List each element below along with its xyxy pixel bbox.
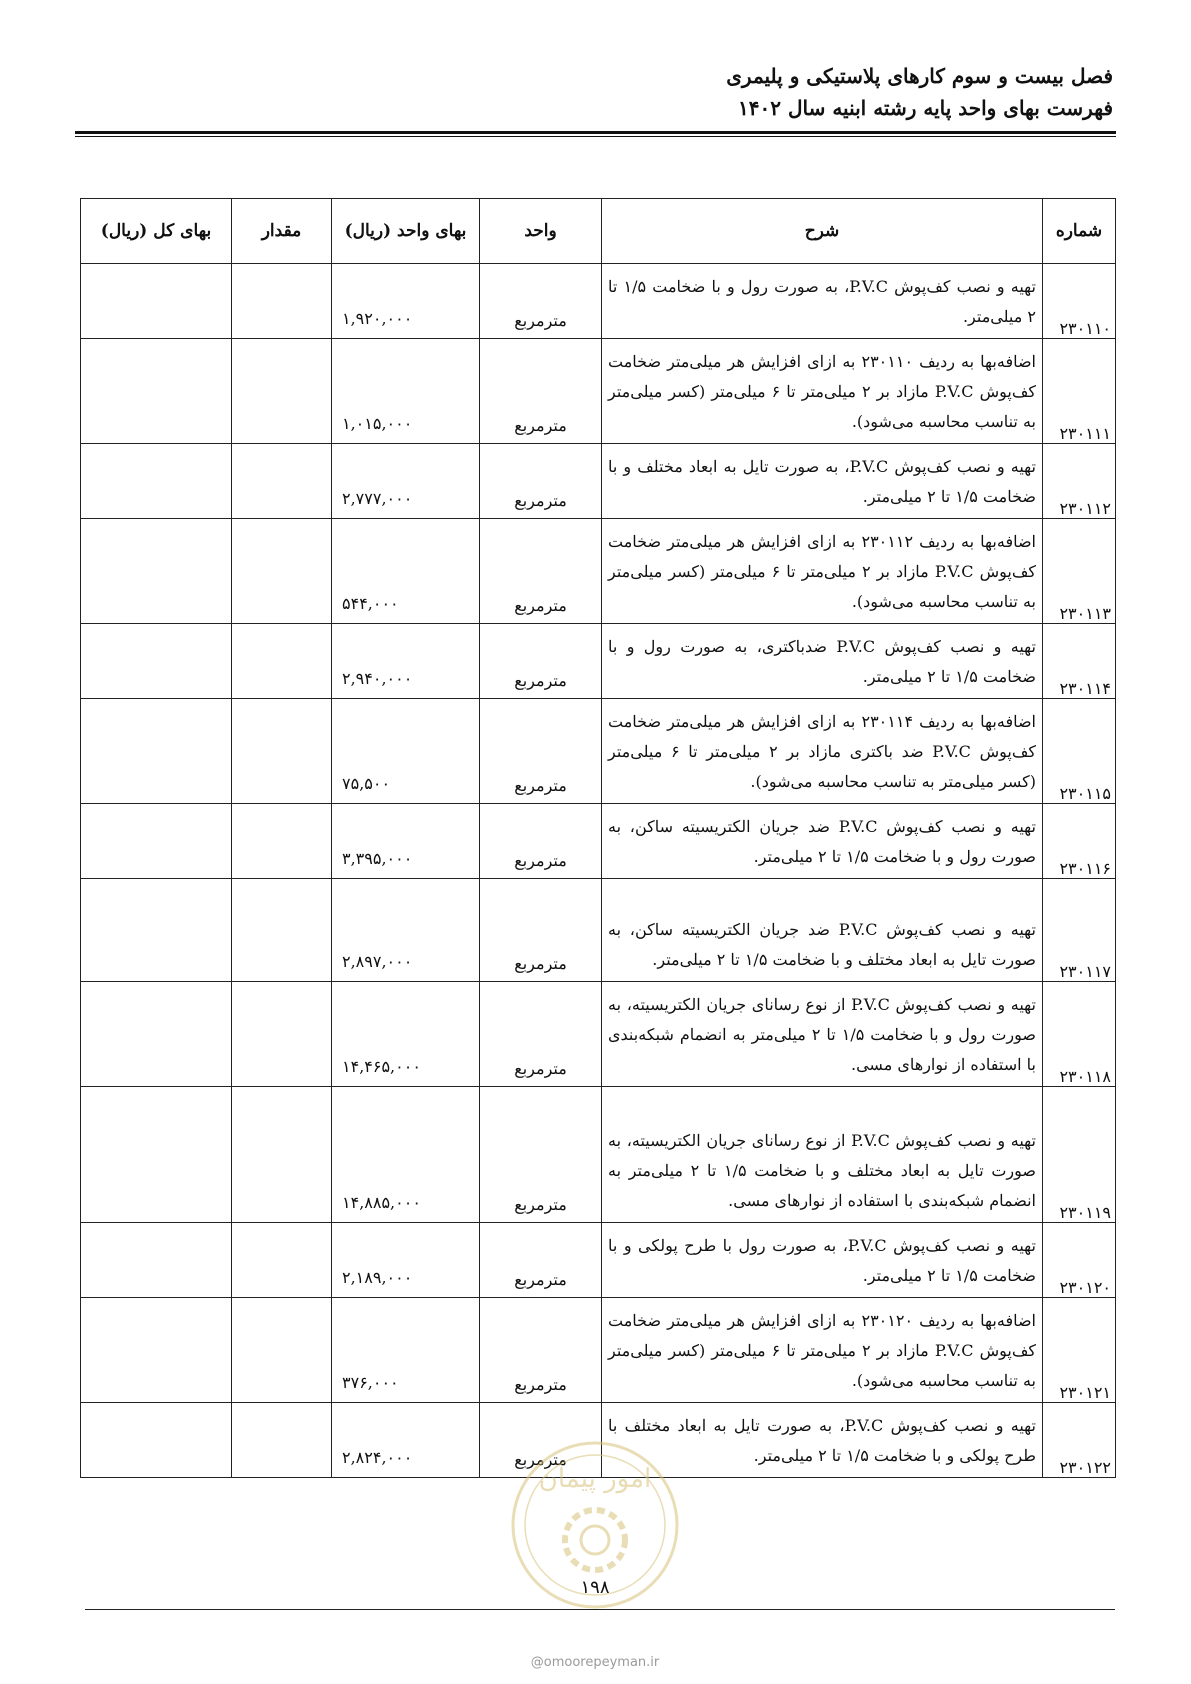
item-description: تهیه و نصب کف‌پوش P.V.C ضد جریان الکتریسیته ساکن، به صورت تایل به ابعاد مختلف و با ضخامت ۱/۵ تا ۲ میلی‌متر. bbox=[602, 879, 1043, 982]
item-unit: مترمربع bbox=[480, 1403, 602, 1478]
col-header-quantity: مقدار bbox=[232, 199, 332, 264]
item-total-price bbox=[81, 444, 232, 519]
item-unit-price: ۲,۸۲۴,۰۰۰ bbox=[332, 1403, 480, 1478]
item-unit-price: ۱,۰۱۵,۰۰۰ bbox=[332, 339, 480, 444]
item-number: ۲۳۰۱۱۵ bbox=[1043, 699, 1116, 804]
watermark-text: امور پیمان bbox=[538, 1464, 652, 1494]
item-quantity bbox=[232, 444, 332, 519]
item-unit: مترمربع bbox=[480, 339, 602, 444]
table-row bbox=[81, 1403, 1116, 1478]
item-description: اضافه‌بها به ردیف ۲۳۰۱۱۴ به ازای افزایش هر میلی‌متر ضخامت کف‌پوش P.V.C ضد باکتری مازاد بر ۲ میلی‌متر تا ۶ میلی‌متر (کسر میلی‌متر به تناسب محاسبه می‌شود). bbox=[602, 699, 1043, 804]
item-quantity bbox=[232, 1298, 332, 1403]
item-total-price bbox=[81, 1223, 232, 1298]
item-number: ۲۳۰۱۱۶ bbox=[1043, 804, 1116, 879]
item-number: ۲۳۰۱۱۷ bbox=[1043, 879, 1116, 982]
item-unit-price: ۳۷۶,۰۰۰ bbox=[332, 1298, 480, 1403]
item-description: تهیه و نصب کف‌پوش P.V.C ضدباکتری، به صورت رول و با ضخامت ۱/۵ تا ۲ میلی‌متر. bbox=[602, 624, 1043, 699]
table-row bbox=[81, 804, 1116, 879]
item-description: تهیه و نصب کف‌پوش P.V.C، به صورت رول و با ضخامت ۱/۵ تا ۲ میلی‌متر. bbox=[602, 264, 1043, 339]
item-quantity bbox=[232, 519, 332, 624]
item-quantity bbox=[232, 699, 332, 804]
item-number: ۲۳۰۱۱۰ bbox=[1043, 264, 1116, 339]
item-number: ۲۳۰۱۲۱ bbox=[1043, 1298, 1116, 1403]
item-unit: مترمربع bbox=[480, 519, 602, 624]
col-header-unit-price: بهای واحد (ریال) bbox=[332, 199, 480, 264]
page-header bbox=[726, 60, 1113, 124]
item-description: اضافه‌بها به ردیف ۲۳۰۱۱۰ به ازای افزایش هر میلی‌متر ضخامت کف‌پوش P.V.C مازاد بر ۲ میلی‌متر تا ۶ میلی‌متر (کسر میلی‌متر به تناسب محاسبه می‌شود). bbox=[602, 339, 1043, 444]
item-unit: مترمربع bbox=[480, 444, 602, 519]
item-total-price bbox=[81, 264, 232, 339]
item-quantity bbox=[232, 624, 332, 699]
item-number: ۲۳۰۱۱۳ bbox=[1043, 519, 1116, 624]
table-row bbox=[81, 624, 1116, 699]
item-description: تهیه و نصب کف‌پوش P.V.C ضد جریان الکتریسیته ساکن، به صورت رول و با ضخامت ۱/۵ تا ۲ میلی‌متر. bbox=[602, 804, 1043, 879]
item-description: اضافه‌بها به ردیف ۲۳۰۱۲۰ به ازای افزایش هر میلی‌متر ضخامت کف‌پوش P.V.C مازاد بر ۲ میلی‌متر تا ۶ میلی‌متر (کسر میلی‌متر به تناسب محاسبه می‌شود). bbox=[602, 1298, 1043, 1403]
item-total-price bbox=[81, 1403, 232, 1478]
item-description: تهیه و نصب کف‌پوش P.V.C، به صورت تایل به ابعاد مختلف و با ضخامت ۱/۵ تا ۲ میلی‌متر. bbox=[602, 444, 1043, 519]
item-total-price bbox=[81, 519, 232, 624]
item-quantity bbox=[232, 1403, 332, 1478]
table-row bbox=[81, 699, 1116, 804]
header-rule-thick bbox=[75, 131, 1116, 134]
item-number: ۲۳۰۱۱۱ bbox=[1043, 339, 1116, 444]
item-unit: مترمربع bbox=[480, 699, 602, 804]
item-unit-price: ۱,۹۲۰,۰۰۰ bbox=[332, 264, 480, 339]
item-number: ۲۳۰۱۱۸ bbox=[1043, 982, 1116, 1087]
table-row bbox=[81, 879, 1116, 982]
col-header-description: شرح bbox=[602, 199, 1043, 264]
item-unit: مترمربع bbox=[480, 264, 602, 339]
item-total-price bbox=[81, 624, 232, 699]
item-total-price bbox=[81, 1298, 232, 1403]
item-number: ۲۳۰۱۱۲ bbox=[1043, 444, 1116, 519]
list-title: فهرست بهای واحد پایه رشته ابنیه سال ۱۴۰۲ bbox=[738, 96, 1113, 120]
table-row bbox=[81, 982, 1116, 1087]
chapter-title: فصل بیست و سوم کارهای پلاستیکی و پلیمری bbox=[726, 64, 1113, 88]
item-description: اضافه‌بها به ردیف ۲۳۰۱۱۲ به ازای افزایش هر میلی‌متر ضخامت کف‌پوش P.V.C مازاد بر ۲ میلی‌متر تا ۶ میلی‌متر (کسر میلی‌متر به تناسب محاسبه می‌شود). bbox=[602, 519, 1043, 624]
item-unit: مترمربع bbox=[480, 982, 602, 1087]
table-header-row bbox=[81, 199, 1116, 264]
website-label: @omoorepeyman.ir bbox=[530, 1655, 660, 1670]
item-total-price bbox=[81, 699, 232, 804]
col-header-total-price: بهای کل (ریال) bbox=[81, 199, 232, 264]
table-row bbox=[81, 1087, 1116, 1223]
item-total-price bbox=[81, 982, 232, 1087]
item-unit: مترمربع bbox=[480, 879, 602, 982]
col-header-number: شماره bbox=[1043, 199, 1116, 264]
page-number: ۱۹۸ bbox=[580, 1577, 610, 1598]
item-description: تهیه و نصب کف‌پوش P.V.C، به صورت تایل به ابعاد مختلف با طرح پولکی و با ضخامت ۱/۵ تا ۲ میلی‌متر. bbox=[602, 1403, 1043, 1478]
table-row bbox=[81, 264, 1116, 339]
item-number: ۲۳۰۱۲۲ bbox=[1043, 1403, 1116, 1478]
item-number: ۲۳۰۱۱۹ bbox=[1043, 1087, 1116, 1223]
item-total-price bbox=[81, 1087, 232, 1223]
item-unit-price: ۱۴,۴۶۵,۰۰۰ bbox=[332, 982, 480, 1087]
item-unit-price: ۷۵,۵۰۰ bbox=[332, 699, 480, 804]
item-description: تهیه و نصب کف‌پوش P.V.C، به صورت رول با طرح پولکی و با ضخامت ۱/۵ تا ۲ میلی‌متر. bbox=[602, 1223, 1043, 1298]
item-description: تهیه و نصب کف‌پوش P.V.C از نوع رسانای جریان الکتریسیته، به صورت رول و با ضخامت ۱/۵ تا ۲ میلی‌متر به انضمام شبکه‌بندی با استفاده از نوارهای مسی. bbox=[602, 982, 1043, 1087]
item-unit: مترمربع bbox=[480, 1223, 602, 1298]
item-unit-price: ۵۴۴,۰۰۰ bbox=[332, 519, 480, 624]
table-row bbox=[81, 1223, 1116, 1298]
item-quantity bbox=[232, 339, 332, 444]
item-unit: مترمربع bbox=[480, 1087, 602, 1223]
table-row bbox=[81, 1298, 1116, 1403]
item-quantity bbox=[232, 264, 332, 339]
table-row bbox=[81, 444, 1116, 519]
col-header-unit: واحد bbox=[480, 199, 602, 264]
item-description: تهیه و نصب کف‌پوش P.V.C از نوع رسانای جریان الکتریسیته، به صورت تایل به ابعاد مختلف و با ضخامت ۱/۵ تا ۲ میلی‌متر به انضمام شبکه‌بندی با استفاده از نوارهای مسی. bbox=[602, 1087, 1043, 1223]
item-number: ۲۳۰۱۲۰ bbox=[1043, 1223, 1116, 1298]
item-quantity bbox=[232, 1087, 332, 1223]
item-unit: مترمربع bbox=[480, 624, 602, 699]
item-quantity bbox=[232, 1223, 332, 1298]
table-row bbox=[81, 339, 1116, 444]
price-table bbox=[80, 198, 1116, 1478]
footer-rule bbox=[85, 1609, 1115, 1610]
item-unit-price: ۲,۸۹۷,۰۰۰ bbox=[332, 879, 480, 982]
item-unit-price: ۳,۳۹۵,۰۰۰ bbox=[332, 804, 480, 879]
item-unit-price: ۲,۹۴۰,۰۰۰ bbox=[332, 624, 480, 699]
item-quantity bbox=[232, 804, 332, 879]
header-rule-thin bbox=[75, 136, 1116, 137]
item-total-price bbox=[81, 339, 232, 444]
item-unit: مترمربع bbox=[480, 1298, 602, 1403]
item-quantity bbox=[232, 982, 332, 1087]
item-quantity bbox=[232, 879, 332, 982]
item-unit-price: ۲,۱۸۹,۰۰۰ bbox=[332, 1223, 480, 1298]
table-row bbox=[81, 519, 1116, 624]
item-unit-price: ۲,۷۷۷,۰۰۰ bbox=[332, 444, 480, 519]
item-unit: مترمربع bbox=[480, 804, 602, 879]
table-body bbox=[81, 264, 1116, 1478]
item-total-price bbox=[81, 879, 232, 982]
item-total-price bbox=[81, 804, 232, 879]
item-number: ۲۳۰۱۱۴ bbox=[1043, 624, 1116, 699]
item-unit-price: ۱۴,۸۸۵,۰۰۰ bbox=[332, 1087, 480, 1223]
